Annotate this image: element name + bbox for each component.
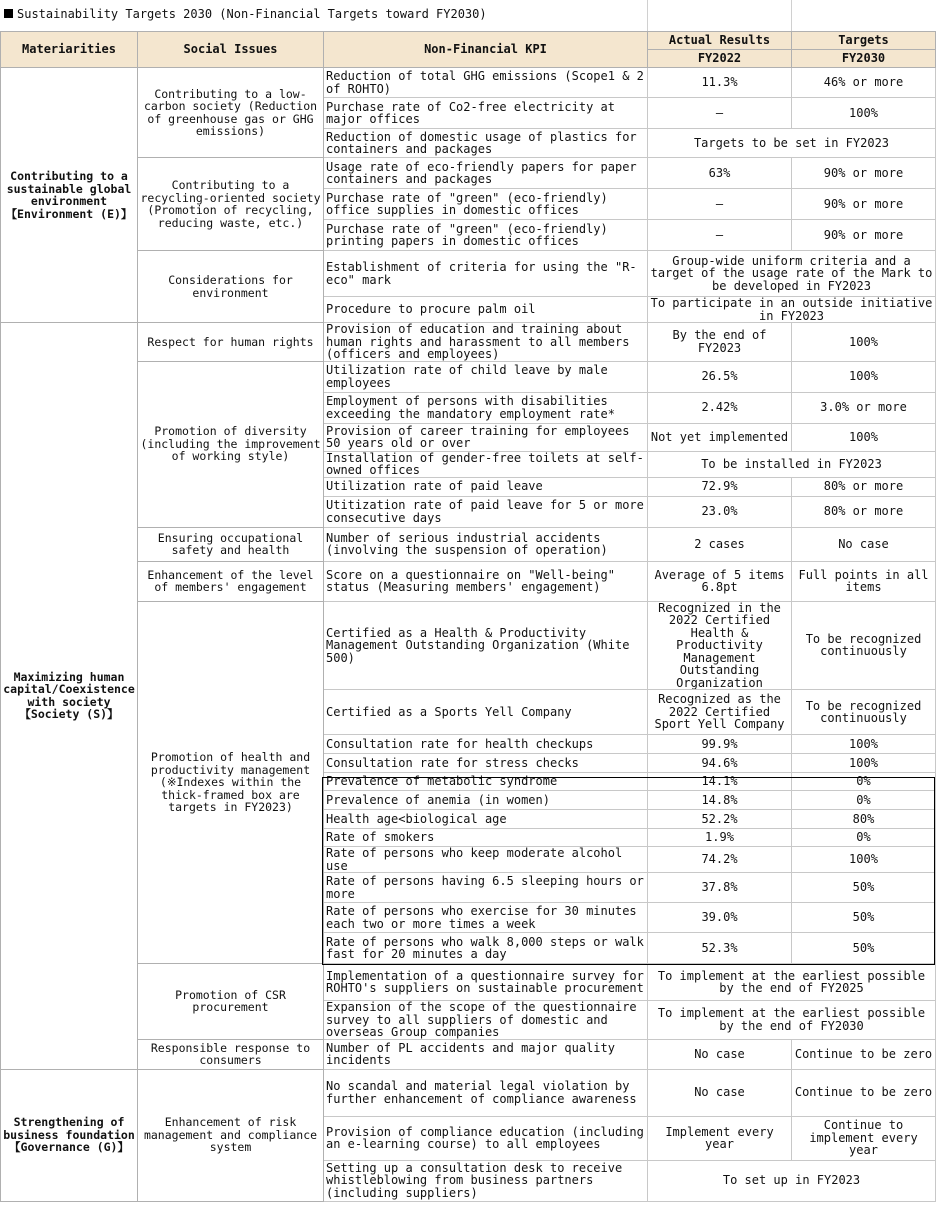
target-cell: 90% or more: [792, 220, 936, 251]
social-issue-cell: Contributing to a recycling-oriented society (Promotion of recycling, reducing waste, etc.): [138, 158, 324, 251]
kpi-cell: No scandal and material legal violation by further enhancement of compliance awareness: [324, 1069, 648, 1116]
kpi-cell: Consultation rate for health checkups: [324, 735, 648, 754]
table-row: [1, 68, 936, 98]
actual-result-cell: 37.8%: [648, 873, 792, 903]
target-cell: 100%: [792, 735, 936, 754]
actual-result-cell: Implement every year: [648, 1116, 792, 1160]
kpi-cell: Utilization rate of paid leave: [324, 477, 648, 496]
caption-row: [0, 0, 936, 31]
header-fy-target: FY2030: [792, 50, 936, 68]
kpi-cell: Consultation rate for stress checks: [324, 754, 648, 773]
caption-divider: [647, 0, 648, 31]
social-issue-cell: Responsible response to consumers: [138, 1039, 324, 1069]
target-cell: 90% or more: [792, 158, 936, 189]
merged-result-cell: To implement at the earliest possible by the end of FY2030: [648, 1001, 936, 1040]
actual-result-cell: No case: [648, 1069, 792, 1116]
merged-result-cell: To be installed in FY2023: [648, 451, 936, 477]
header-kpi: Non-Financial KPI: [324, 32, 648, 68]
kpi-cell: Utitization rate of paid leave for 5 or more consecutive days: [324, 496, 648, 527]
kpi-cell: Setting up a consultation desk to receive whistleblowing from business partners (including suppliers): [324, 1160, 648, 1201]
actual-result-cell: 74.2%: [648, 847, 792, 873]
target-cell: 100%: [792, 754, 936, 773]
social-issue-cell: Enhancement of the level of members' engagement: [138, 561, 324, 601]
actual-result-cell: 72.9%: [648, 477, 792, 496]
kpi-cell: Number of serious industrial accidents (involving the suspension of operation): [324, 527, 648, 561]
actual-result-cell: By the end of FY2023: [648, 323, 792, 362]
actual-result-cell: 2.42%: [648, 392, 792, 423]
materiality-cell: Maximizing human capital/Coexistence with society 【Society (S)】: [1, 323, 138, 1070]
header-social-issues: Social Issues: [138, 32, 324, 68]
table-caption: [4, 7, 487, 21]
kpi-cell: Rate of persons who exercise for 30 minutes each two or more times a week: [324, 903, 648, 933]
sustainability-targets-table: [0, 31, 936, 1202]
target-cell: 3.0% or more: [792, 392, 936, 423]
social-issue-cell: Respect for human rights: [138, 323, 324, 362]
table-row: [1, 527, 936, 561]
actual-result-cell: 94.6%: [648, 754, 792, 773]
target-cell: To be recognized continuously: [792, 690, 936, 735]
header-materialities: Materiarities: [1, 32, 138, 68]
target-cell: To be recognized continuously: [792, 601, 936, 690]
kpi-cell: Installation of gender-free toilets at self-owned offices: [324, 451, 648, 477]
target-cell: 100%: [792, 423, 936, 451]
kpi-cell: Certified as a Health & Productivity Management Outstanding Organization (White 500): [324, 601, 648, 690]
actual-result-cell: 99.9%: [648, 735, 792, 754]
actual-result-cell: —: [648, 189, 792, 220]
actual-result-cell: 26.5%: [648, 361, 792, 392]
kpi-cell: Provision of education and training about human rights and harassment to all members (officers and employees): [324, 323, 648, 362]
table-row: [1, 601, 936, 690]
target-cell: 0%: [792, 773, 936, 791]
actual-result-cell: 39.0%: [648, 903, 792, 933]
kpi-cell: Certified as a Sports Yell Company: [324, 690, 648, 735]
social-issue-cell: Promotion of CSR procurement: [138, 964, 324, 1040]
kpi-cell: Purchase rate of "green" (eco-friendly) office supplies in domestic offices: [324, 189, 648, 220]
target-cell: 0%: [792, 791, 936, 810]
actual-result-cell: Not yet implemented: [648, 423, 792, 451]
target-cell: No case: [792, 527, 936, 561]
header-targets: Targets: [792, 32, 936, 50]
target-cell: 80% or more: [792, 477, 936, 496]
target-cell: 100%: [792, 847, 936, 873]
kpi-cell: Rate of persons having 6.5 sleeping hours or more: [324, 873, 648, 903]
table-row: [1, 561, 936, 601]
actual-result-cell: 1.9%: [648, 829, 792, 847]
social-issue-cell: Contributing to a low-carbon society (Reduction of greenhouse gas or GHG emissions): [138, 68, 324, 158]
actual-result-cell: No case: [648, 1039, 792, 1069]
kpi-cell: Rate of persons who walk 8,000 steps or walk fast for 20 minutes a day: [324, 933, 648, 964]
square-bullet-icon: [4, 9, 13, 18]
social-issue-cell: Enhancement of risk management and compliance system: [138, 1069, 324, 1201]
kpi-cell: Establishment of criteria for using the "R-eco" mark: [324, 251, 648, 297]
actual-result-cell: Recognized as the 2022 Certified Sport Yell Company: [648, 690, 792, 735]
kpi-cell: Rate of smokers: [324, 829, 648, 847]
target-cell: 50%: [792, 933, 936, 964]
target-cell: 80%: [792, 810, 936, 829]
target-cell: Continue to be zero: [792, 1069, 936, 1116]
actual-result-cell: 52.2%: [648, 810, 792, 829]
actual-result-cell: 2 cases: [648, 527, 792, 561]
kpi-cell: Employment of persons with disabilities exceeding the mandatory employment rate*: [324, 392, 648, 423]
social-issue-cell: Promotion of health and productivity management (※Indexes within the thick-framed box are targets in FY2023): [138, 601, 324, 964]
table-row: [1, 1069, 936, 1116]
kpi-cell: Number of PL accidents and major quality incidents: [324, 1039, 648, 1069]
caption-divider: [791, 0, 792, 31]
target-cell: Full points in all items: [792, 561, 936, 601]
target-cell: Continue to be zero: [792, 1039, 936, 1069]
merged-result-cell: Targets to be set in FY2023: [648, 129, 936, 158]
target-cell: 100%: [792, 361, 936, 392]
kpi-cell: Implementation of a questionnaire survey for ROHTO's suppliers on sustainable procurement: [324, 964, 648, 1001]
kpi-cell: Prevalence of metabolic syndrome: [324, 773, 648, 791]
kpi-cell: Usage rate of eco-friendly papers for paper containers and packages: [324, 158, 648, 189]
target-cell: 50%: [792, 873, 936, 903]
merged-result-cell: To participate in an outside initiative in FY2023: [648, 297, 936, 323]
actual-result-cell: 52.3%: [648, 933, 792, 964]
kpi-cell: Purchase rate of "green" (eco-friendly) printing papers in domestic offices: [324, 220, 648, 251]
target-cell: 90% or more: [792, 189, 936, 220]
social-issue-cell: Ensuring occupational safety and health: [138, 527, 324, 561]
kpi-cell: Rate of persons who keep moderate alcohol use: [324, 847, 648, 873]
table-row: [1, 964, 936, 1001]
kpi-cell: Utilization rate of child leave by male employees: [324, 361, 648, 392]
target-cell: Continue to implement every year: [792, 1116, 936, 1160]
social-issue-cell: Considerations for environment: [138, 251, 324, 323]
actual-result-cell: 23.0%: [648, 496, 792, 527]
kpi-cell: Reduction of domestic usage of plastics for containers and packages: [324, 129, 648, 158]
merged-result-cell: Group-wide uniform criteria and a target of the usage rate of the Mark to be developed in FY2023: [648, 251, 936, 297]
target-cell: 100%: [792, 323, 936, 362]
kpi-cell: Procedure to procure palm oil: [324, 297, 648, 323]
target-cell: 100%: [792, 98, 936, 129]
actual-result-cell: —: [648, 98, 792, 129]
table-row: [1, 361, 936, 392]
actual-result-cell: 63%: [648, 158, 792, 189]
kpi-cell: Expansion of the scope of the questionnaire survey to all suppliers of domestic and overseas Group companies: [324, 1001, 648, 1040]
merged-result-cell: To set up in FY2023: [648, 1160, 936, 1201]
actual-result-cell: 14.1%: [648, 773, 792, 791]
target-cell: 46% or more: [792, 68, 936, 98]
actual-result-cell: 14.8%: [648, 791, 792, 810]
materiality-cell: Strengthening of business foundation 【Governance (G)】: [1, 1069, 138, 1201]
kpi-cell: Health age<biological age: [324, 810, 648, 829]
kpi-cell: Purchase rate of Co2-free electricity at major offices: [324, 98, 648, 129]
actual-result-cell: —: [648, 220, 792, 251]
actual-result-cell: Average of 5 items 6.8pt: [648, 561, 792, 601]
kpi-cell: Reduction of total GHG emissions (Scope1 & 2 of ROHTO): [324, 68, 648, 98]
actual-result-cell: 11.3%: [648, 68, 792, 98]
materiality-cell: Contributing to a sustainable global environment 【Environment (E)】: [1, 68, 138, 323]
header-actual-results: Actual Results: [648, 32, 792, 50]
kpi-cell: Provision of career training for employees 50 years old or over: [324, 423, 648, 451]
kpi-cell: Prevalence of anemia (in women): [324, 791, 648, 810]
kpi-cell: Provision of compliance education (including an e-learning course) to all employees: [324, 1116, 648, 1160]
actual-result-cell: Recognized in the 2022 Certified Health & Productivity Management Outstanding Organization: [648, 601, 792, 690]
header-fy-actual: FY2022: [648, 50, 792, 68]
table-row: [1, 158, 936, 189]
merged-result-cell: To implement at the earliest possible by the end of FY2025: [648, 964, 936, 1001]
social-issue-cell: Promotion of diversity (including the improvement of working style): [138, 361, 324, 527]
caption-text: Sustainability Targets 2030 (Non-Financial Targets toward FY2030): [17, 7, 487, 21]
kpi-cell: Score on a questionnaire on "Well-being" status (Measuring members' engagement): [324, 561, 648, 601]
table-row: [1, 251, 936, 297]
target-cell: 0%: [792, 829, 936, 847]
target-cell: 50%: [792, 903, 936, 933]
table-row: [1, 323, 936, 362]
table-row: [1, 1039, 936, 1069]
target-cell: 80% or more: [792, 496, 936, 527]
